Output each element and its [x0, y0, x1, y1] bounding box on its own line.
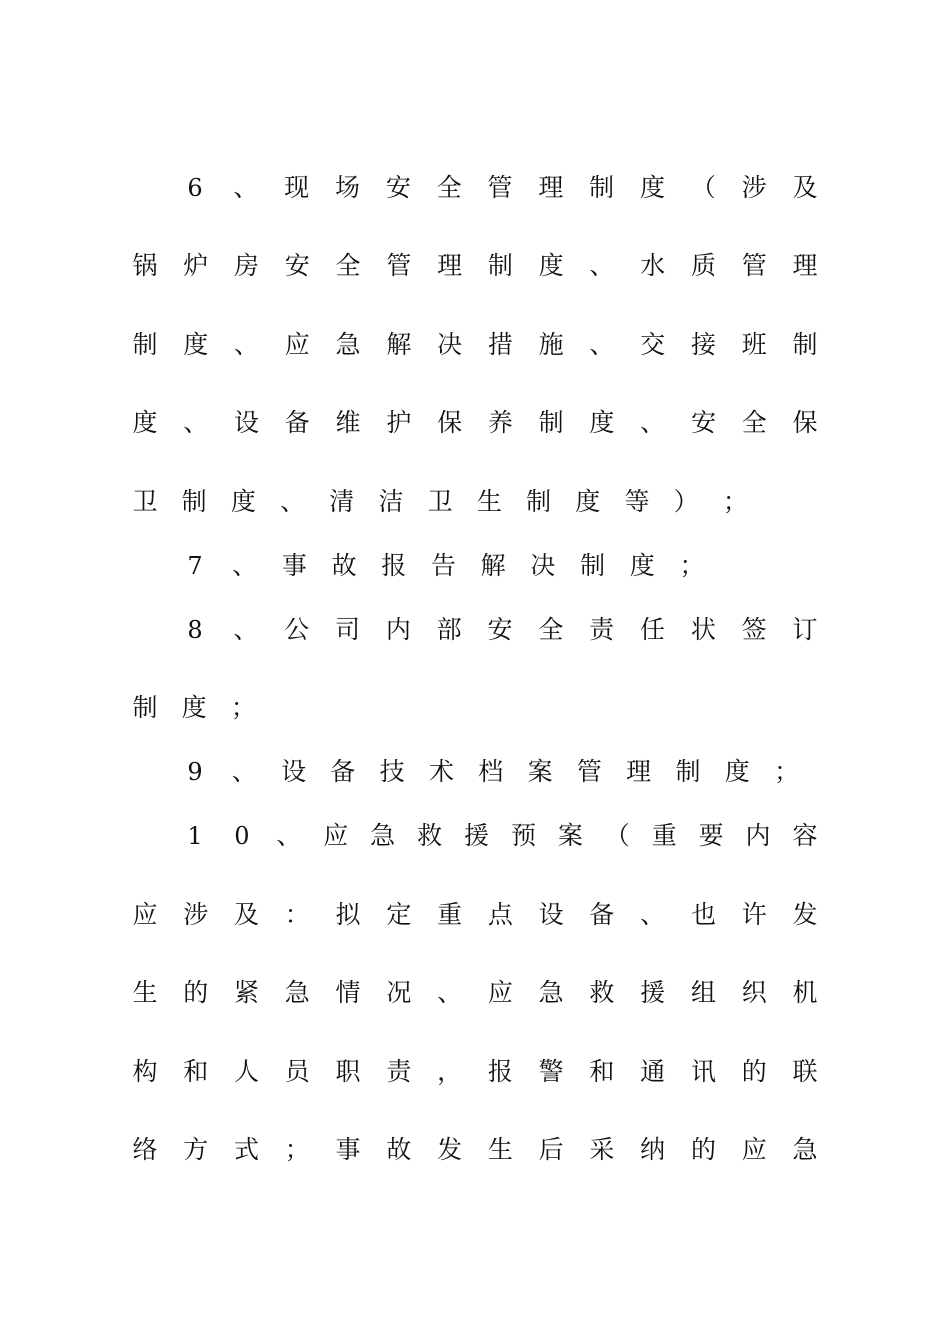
paragraph-8-line-2: 制 度 ； [132, 693, 256, 722]
paragraph-9-line-1: 9 、 设 备 技 术 档 案 管 理 制 度 ； [187, 757, 800, 786]
paragraph-6-line-3: 制 度 、 应 急 解 决 措 施 、 交 接 班 制 [132, 330, 818, 359]
paragraph-10-line-4: 构 和 人 员 职 责 ， 报 警 和 通 讯 的 联 [132, 1057, 818, 1086]
paragraph-8-line-1: 8 、 公 司 内 部 安 全 责 任 状 签 订 [187, 615, 818, 644]
paragraph-6-line-5: 卫 制 度 、 清 洁 卫 生 制 度 等 ） ； [132, 487, 748, 516]
paragraph-6-line-4: 度 、 设 备 维 护 保 养 制 度 、 安 全 保 [132, 408, 818, 437]
paragraph-10-line-2: 应 涉 及 ： 拟 定 重 点 设 备 、 也 许 发 [132, 900, 818, 929]
paragraph-10-line-5: 络 方 式 ； 事 故 发 生 后 采 纳 的 应 急 [132, 1135, 818, 1164]
paragraph-6-line-1: 6 、 现 场 安 全 管 理 制 度 （ 涉 及 [187, 173, 818, 202]
paragraph-6-line-2: 锅 炉 房 安 全 管 理 制 度 、 水 质 管 理 [132, 251, 818, 280]
paragraph-7-line-1: 7 、 事 故 报 告 解 决 制 度 ； [187, 551, 705, 580]
paragraph-10-line-1: 1 0 、 应 急 救 援 预 案 （ 重 要 内 容 [187, 821, 818, 850]
paragraph-10-line-3: 生 的 紧 急 情 况 、 应 急 救 援 组 织 机 [132, 978, 818, 1007]
